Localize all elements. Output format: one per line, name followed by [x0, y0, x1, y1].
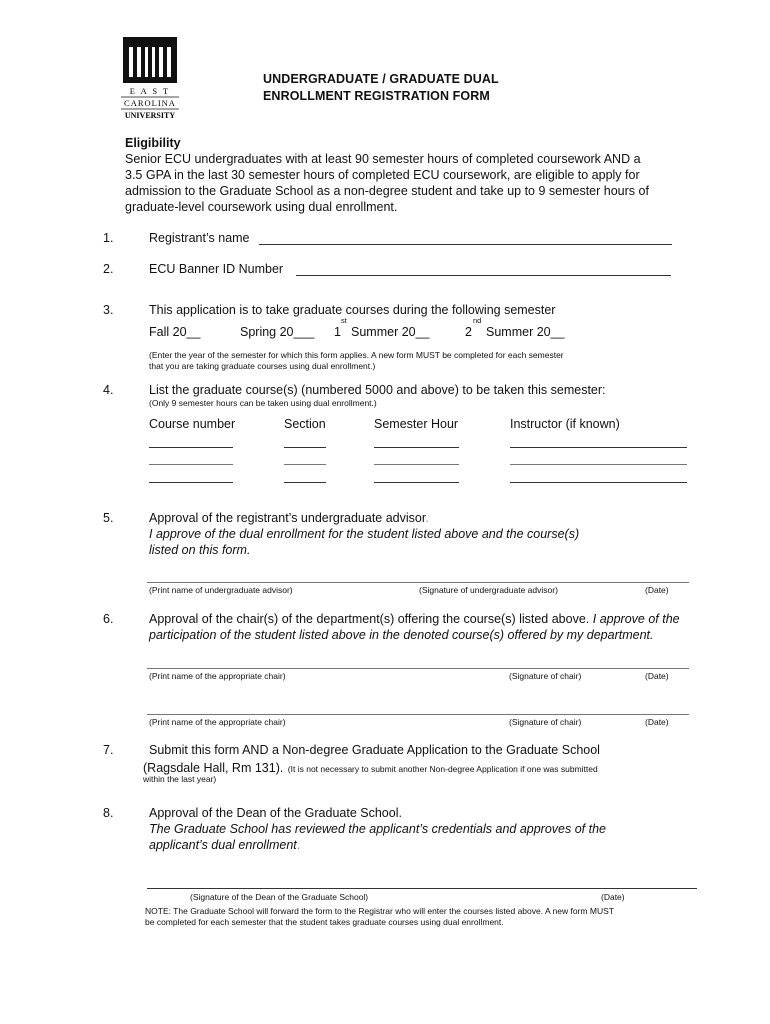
dean-approval-text: applicant’s dual enrollment. — [149, 838, 301, 852]
footer-note: NOTE: The Graduate School will forward the form to the Registrar who will enter the courses listed above. A new form MUST — [145, 906, 614, 916]
item-number: 1. — [103, 231, 114, 245]
summer1-superscript: st — [341, 316, 347, 325]
summer2-superscript: nd — [473, 316, 482, 325]
form-title-line2: ENROLLMENT REGISTRATION FORM — [263, 89, 490, 103]
chair-date-label: (Date) — [645, 717, 669, 727]
courses-prompt: List the graduate course(s) (numbered 5000 and above) to be taken this semester: — [149, 383, 606, 397]
eligibility-line: 3.5 GPA in the last 30 semester hours of completed ECU coursework, are eligible to apply for — [125, 168, 640, 182]
logo-line3: UNIVERSITY — [124, 111, 176, 120]
col-section: Section — [284, 417, 326, 431]
footer-note: be completed for each semester that the student takes graduate courses using dual enrollment. — [145, 917, 504, 927]
col-semester-hour: Semester Hour — [374, 417, 459, 431]
advisor-date-label: (Date) — [645, 585, 669, 595]
semester-hour-field[interactable] — [374, 482, 459, 483]
item-number: 7. — [103, 743, 114, 757]
dean-signature-label: (Signature of the Dean of the Graduate School) — [190, 892, 369, 902]
chair-signature-line[interactable] — [147, 668, 689, 669]
eligibility-line: Senior ECU undergraduates with at least 90 semester hours of completed coursework AND a — [125, 152, 641, 166]
chair-approval-text: participation of the student listed above in the denoted course(s) offered by my department. — [149, 628, 654, 642]
advisor-signature-line[interactable] — [147, 582, 689, 583]
course-number-field[interactable] — [149, 447, 233, 448]
advisor-print-label: (Print name of undergraduate advisor) — [149, 585, 293, 595]
chair-print-label: (Print name of the appropriate chair) — [149, 671, 286, 681]
col-instructor: Instructor (if known) — [510, 417, 620, 431]
item-number: 8. — [103, 806, 114, 820]
dean-approval-text: The Graduate School has reviewed the applicant’s credentials and approves of the — [149, 822, 607, 836]
summer1-option[interactable]: Summer 20__ — [351, 325, 430, 339]
section-field[interactable] — [284, 464, 326, 465]
fall-option[interactable]: Fall 20__ — [149, 325, 201, 339]
semester-hour-field[interactable] — [374, 464, 459, 465]
course-number-field[interactable] — [149, 464, 233, 465]
semester-note: (Enter the year of the semester for which this form applies. A new form MUST be completed for each semester — [149, 350, 564, 360]
logo-line1: E A S T — [129, 86, 171, 96]
advisor-approval-text: I approve of the dual enrollment for the student listed above and the course(s) — [149, 527, 580, 541]
instructor-field[interactable] — [510, 447, 687, 448]
dean-heading: Approval of the Dean of the Graduate School. — [149, 806, 402, 820]
summer2-option[interactable]: Summer 20__ — [486, 325, 565, 339]
advisor-heading: Approval of the registrant’s undergraduate advisor. — [149, 511, 429, 525]
dean-signature-line[interactable] — [147, 888, 697, 889]
spring-option[interactable]: Spring 20___ — [240, 325, 315, 339]
ecu-logo — [119, 35, 181, 121]
submit-location: (Ragsdale Hall, Rm 131). (It is not necessary to submit another Non-degree Application if one was submitted — [143, 761, 598, 775]
semester-prompt: This application is to take graduate courses during the following semester — [149, 303, 556, 317]
registrant-name-field[interactable] — [259, 244, 672, 245]
chair-print-label: (Print name of the appropriate chair) — [149, 717, 286, 727]
eligibility-line: graduate-level coursework using dual enrollment. — [125, 200, 398, 214]
chair-date-label: (Date) — [645, 671, 669, 681]
summer2-number: 2 — [465, 325, 472, 339]
dean-date-label: (Date) — [601, 892, 625, 902]
summer1-number: 1 — [334, 325, 341, 339]
chair-signature-line[interactable] — [147, 714, 689, 715]
eligibility-line: admission to the Graduate School as a non-degree student and take up to 9 semester hours of — [125, 184, 649, 198]
courses-note: (Only 9 semester hours can be taken using dual enrollment.) — [149, 398, 377, 408]
chair-signature-label: (Signature of chair) — [509, 671, 582, 681]
item-number: 5. — [103, 511, 114, 525]
ecu-logo-mark — [119, 35, 181, 121]
form-title-line1: UNDERGRADUATE / GRADUATE DUAL — [263, 72, 499, 86]
logo-line2: CAROLINA — [124, 98, 176, 108]
course-number-field[interactable] — [149, 482, 233, 483]
advisor-signature-label: (Signature of undergraduate advisor) — [419, 585, 558, 595]
item-number: 6. — [103, 612, 114, 626]
eligibility-heading: Eligibility — [125, 136, 181, 150]
submit-instruction: Submit this form AND a Non-degree Graduate Application to the Graduate School — [149, 743, 600, 757]
section-field[interactable] — [284, 482, 326, 483]
banner-id-label: ECU Banner ID Number — [149, 262, 284, 276]
item-number: 4. — [103, 383, 114, 397]
chair-heading: Approval of the chair(s) of the department(s) offering the course(s) listed above. I approve of the — [149, 612, 680, 626]
item-number: 3. — [103, 303, 114, 317]
chair-signature-label: (Signature of chair) — [509, 717, 582, 727]
advisor-approval-text: listed on this form. — [149, 543, 251, 557]
banner-id-field[interactable] — [296, 275, 671, 276]
semester-note: that you are taking graduate courses using dual enrollment.) — [149, 361, 376, 371]
section-field[interactable] — [284, 447, 326, 448]
instructor-field[interactable] — [510, 464, 687, 465]
col-course-number: Course number — [149, 417, 236, 431]
semester-hour-field[interactable] — [374, 447, 459, 448]
registrant-name-label: Registrant’s name — [149, 231, 250, 245]
item-number: 2. — [103, 262, 114, 276]
instructor-field[interactable] — [510, 482, 687, 483]
submit-note: within the last year) — [143, 774, 217, 784]
